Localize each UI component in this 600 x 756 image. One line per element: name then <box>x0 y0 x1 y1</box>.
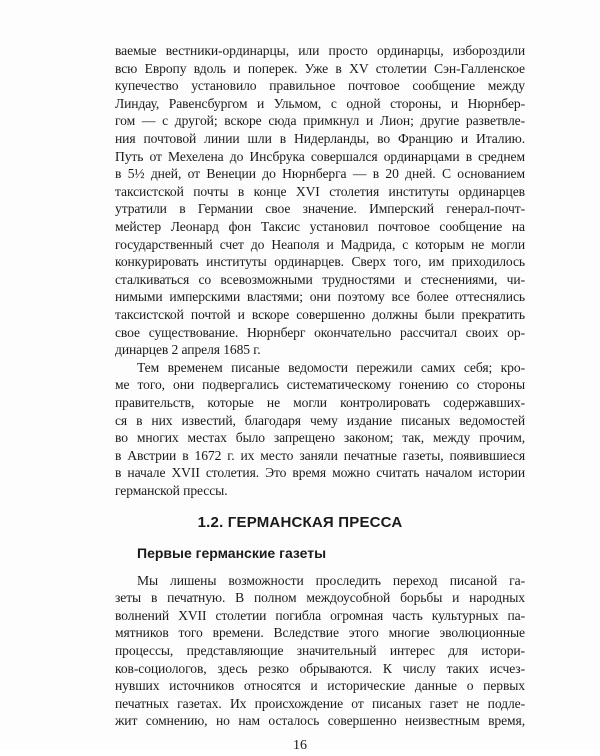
text-line: ков-социологов, здесь резко обрываются. К числу таких исчез- <box>115 660 525 676</box>
text-line: мятников того времени. Вследствие этого многие эволюционные <box>115 625 525 641</box>
text-line: конкурировать институты ординарцев. Сверх того, им приходилось <box>115 254 525 270</box>
text-line: Линдау, Равенсбургом и Ульмом, с одной стороны, и Нюрнбер- <box>115 95 525 111</box>
text-line: динарцев 2 апреля 1685 г. <box>115 342 261 358</box>
text-line: таксистской почтой и вскоре совершенно должны были прекратить <box>115 307 525 322</box>
text-line: ся в них известий, благодаря чему издание писаных ведомостей <box>115 412 525 428</box>
text-line: мейстер Леонард фон Таксис установил почтовое сообщение на <box>115 219 525 234</box>
text-line: сталкиваться со всевозможными трудностями и стеснениями, чи- <box>115 271 525 287</box>
text-line: в Австрии в 1672 г. их место заняли печатные газеты, появившиеся <box>115 447 525 463</box>
text-line: ваемые вестники-ординарцы, или просто ординарцы, избороздили <box>115 43 525 58</box>
text-line: процессы, представляющие значительный интерес для истори- <box>115 643 525 658</box>
text-line: Мы лишены возможности проследить переход писаной га- <box>137 572 525 588</box>
text-line: нимыми имперскими властями; они поэтому все более оттеснялись <box>115 289 525 305</box>
text-line: купечество установило правильное почтовое сообщение между <box>115 78 525 94</box>
text-line: германской прессы. <box>115 483 228 498</box>
text-line: правительств, которые не могли контролировать содержавших- <box>115 395 525 410</box>
text-line: нувших источников относятся и исторические данные о первых <box>115 678 525 694</box>
section-title: 1.2. ГЕРМАНСКАЯ ПРЕССА <box>197 513 403 531</box>
text-line: всю Европу вдоль и поперек. Уже в XV столетии Сэн-Галленское <box>115 60 525 76</box>
text-line: волнений XVII столетии погибла огромная часть культурных па- <box>115 607 525 623</box>
text-line: во многих местах было запрещено законом; так, между прочим, <box>115 430 525 446</box>
subsection-title: Первые германские газеты <box>137 544 327 561</box>
text-line: ме того, они подвергались систематическому гонению со стороны <box>115 377 525 393</box>
page-number: 16 <box>293 738 307 753</box>
text-line: печатных газетах. Их происхождение от писаных газет не подле- <box>115 695 525 711</box>
text-line: Путь от Мехелена до Инсбрука совершался ординарцами в среднем <box>115 148 525 164</box>
text-line: жит сомнению, но нам осталось совершенно неизвестным время, <box>115 713 525 729</box>
text-line: утратили в Германии свое значение. Имперский генерал-почт- <box>115 201 525 217</box>
text-line: ния почтовой линии шли в Нидерланды, во Францию и Италию. <box>115 131 525 146</box>
text-line: в 5½ дней, от Венеции до Нюрнберга — в 20 дней. С основанием <box>115 166 525 182</box>
text-line: гом — с другой; вскоре сюда примкнул и Лион; другие разветвле- <box>115 113 525 129</box>
text-line: свое существование. Нюрнберг окончательно рассчитал своих ор- <box>115 324 525 340</box>
text-line: государственный счет до Неаполя и Мадрида, с которым не могли <box>115 236 525 252</box>
text-line: таксистской почты в конце XVI столетия институты ординарцев <box>115 183 525 199</box>
text-line: Тем временем писаные ведомости пережили самих себя; кро- <box>137 359 525 375</box>
text-line: в начале XVII столетия. Это время можно считать началом истории <box>115 465 525 481</box>
text-line: зеты в печатную. В полном междоусобной борьбы и народных <box>115 590 525 606</box>
